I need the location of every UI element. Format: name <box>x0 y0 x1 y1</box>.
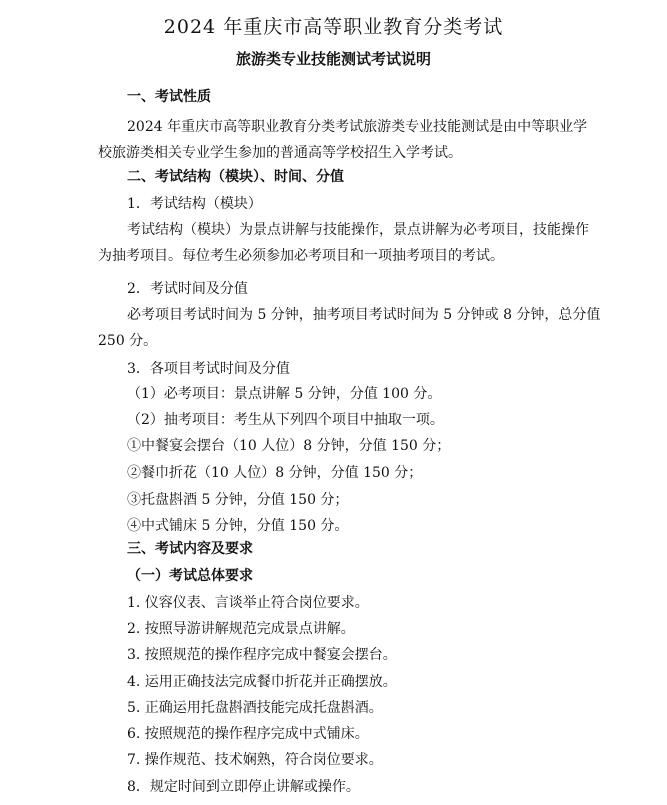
list-item: （1）必考项目：景点讲解 5 分钟，分值 100 分。 <box>127 386 442 402</box>
subheading-structure: 1．考试结构（模块） <box>127 196 262 212</box>
list-item: ④中式铺床 5 分钟，分值 150 分。 <box>127 518 349 534</box>
document-subtitle: 旅游类专业技能测试考试说明 <box>235 50 431 68</box>
subheading-item-time: 3．各项目考试时间及分值 <box>127 361 290 377</box>
section-heading-structure: 二、考试结构（模块）、时间、分值 <box>127 169 344 185</box>
list-item: 7. 操作规范、技术娴熟，符合岗位要求。 <box>127 752 383 768</box>
list-item: （2）抽考项目：考生从下列四个项目中抽取一项。 <box>127 412 444 428</box>
paragraph-line: 2024 年重庆市高等职业教育分类考试旅游类专业技能测试是由中等职业学 <box>127 119 588 135</box>
list-item: 3. 按照规范的操作程序完成中餐宴会摆台。 <box>127 647 397 663</box>
paragraph-line: 250 分。 <box>98 333 158 349</box>
list-item: ②餐巾折花（10 人位）8 分钟，分值 150 分； <box>127 465 423 481</box>
list-item: 6. 按照规范的操作程序完成中式铺床。 <box>127 726 369 742</box>
subheading-overall: （一）考试总体要求 <box>127 568 253 584</box>
paragraph-line: 校旅游类相关专业学生参加的普通高等学校招生入学考试。 <box>98 145 462 161</box>
paragraph-line: 考试结构（模块）为景点讲解与技能操作，景点讲解为必考项目，技能操作 <box>127 222 589 238</box>
list-item: 2. 按照导游讲解规范完成景点讲解。 <box>127 621 355 637</box>
list-item: ①中餐宴会摆台（10 人位）8 分钟，分值 150 分； <box>127 438 451 454</box>
list-item: 8．规定时间到立即停止讲解或操作。 <box>127 779 360 795</box>
list-item: ③托盘斟酒 5 分钟，分值 150 分； <box>127 492 349 508</box>
document-title: 2024 年重庆市高等职业教育分类考试 <box>163 16 504 38</box>
list-item: 4. 运用正确技法完成餐巾折花并正确摆放。 <box>127 674 397 690</box>
paragraph-line: 必考项目考试时间为 5 分钟，抽考项目考试时间为 5 分钟或 8 分钟，总分值 <box>127 307 601 323</box>
paragraph-line: 为抽考项目。每位考生必须参加必考项目和一项抽考项目的考试。 <box>98 248 504 264</box>
list-item: 5. 正确运用托盘斟酒技能完成托盘斟酒。 <box>127 700 383 716</box>
section-heading-content: 三、考试内容及要求 <box>127 541 253 557</box>
section-heading-nature: 一、考试性质 <box>127 89 211 105</box>
subheading-time-score: 2．考试时间及分值 <box>127 281 248 297</box>
list-item: 1. 仪容仪表、言谈举止符合岗位要求。 <box>127 595 369 611</box>
